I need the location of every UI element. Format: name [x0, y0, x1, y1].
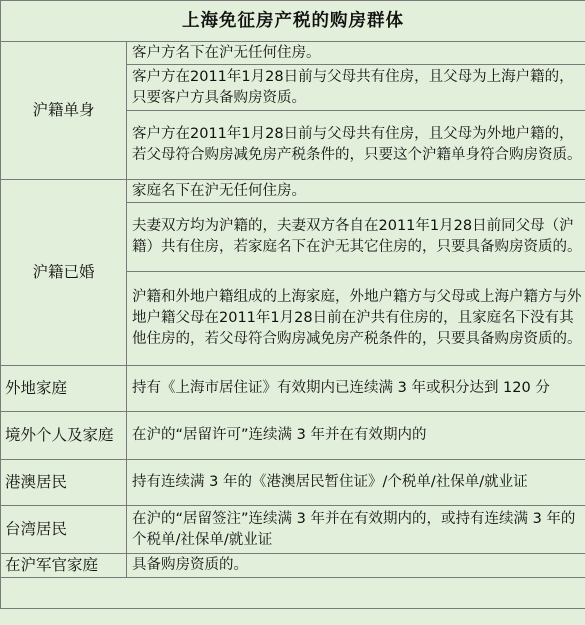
- condition-cell: 在沪的“居留许可”连续满 3 年并在有效期内的: [127, 412, 585, 460]
- condition-cell: 持有连续满 3 年的《港澳居民暂住证》/个税单/社保单/就业证: [127, 460, 585, 506]
- footer-row: [1, 578, 585, 609]
- condition-cell: 家庭名下在沪无任何住房。: [127, 180, 585, 203]
- empty-footer-cell: [1, 578, 585, 609]
- condition-cell: 在沪的“居留签注”连续满 3 年并在有效期内的，或持有连续满 3 年的个税单/社保单/就业证: [127, 506, 585, 554]
- table-row: [1, 412, 585, 460]
- condition-cell: 夫妻双方均为沪籍的，夫妻双方各自在2011年1月28日前同父母（沪籍）共有住房，若家庭名下在沪无其它住房的，只要具备购房资质的。: [127, 203, 585, 272]
- condition-cell: 客户方在2011年1月28日前与父母共有住房，且父母为上海户籍的，只要客户方具备购房资质。: [127, 65, 585, 111]
- category-hk-macau-resident: 港澳居民: [1, 460, 127, 506]
- table-row: [1, 180, 585, 203]
- category-nonlocal-family: 外地家庭: [1, 366, 127, 412]
- title-row: [1, 1, 585, 42]
- table-row: [1, 366, 585, 412]
- table-row: [1, 506, 585, 554]
- condition-cell: 持有《上海市居住证》有效期内已连续满 3 年或积分达到 120 分: [127, 366, 585, 412]
- category-taiwan-resident: 台湾居民: [1, 506, 127, 554]
- table-row: [1, 554, 585, 578]
- condition-cell: 客户方在2011年1月28日前与父母共有住房，且父母为外地户籍的，若父母符合购房减免房产税条件的，只要这个沪籍单身符合购房资质。: [127, 111, 585, 180]
- condition-cell: 具备购房资质的。: [127, 554, 585, 578]
- table-row: [1, 42, 585, 65]
- category-shanghai-single: 沪籍单身: [1, 42, 127, 180]
- category-shanghai-married: 沪籍已婚: [1, 180, 127, 366]
- category-overseas-individual: 境外个人及家庭: [1, 412, 127, 460]
- condition-cell: 客户方名下在沪无任何住房。: [127, 42, 585, 65]
- category-military-officer-family: 在沪军官家庭: [1, 554, 127, 578]
- table-title: 上海免征房产税的购房群体: [1, 1, 585, 42]
- table-row: [1, 460, 585, 506]
- condition-cell: 沪籍和外地户籍组成的上海家庭，外地户籍方与父母或上海户籍方与外地户籍父母在2011年1月28日前在沪共有住房的，且家庭名下没有其他住房的，若父母符合购房减免房产税条件的，只要具备购房资质的。: [127, 272, 585, 366]
